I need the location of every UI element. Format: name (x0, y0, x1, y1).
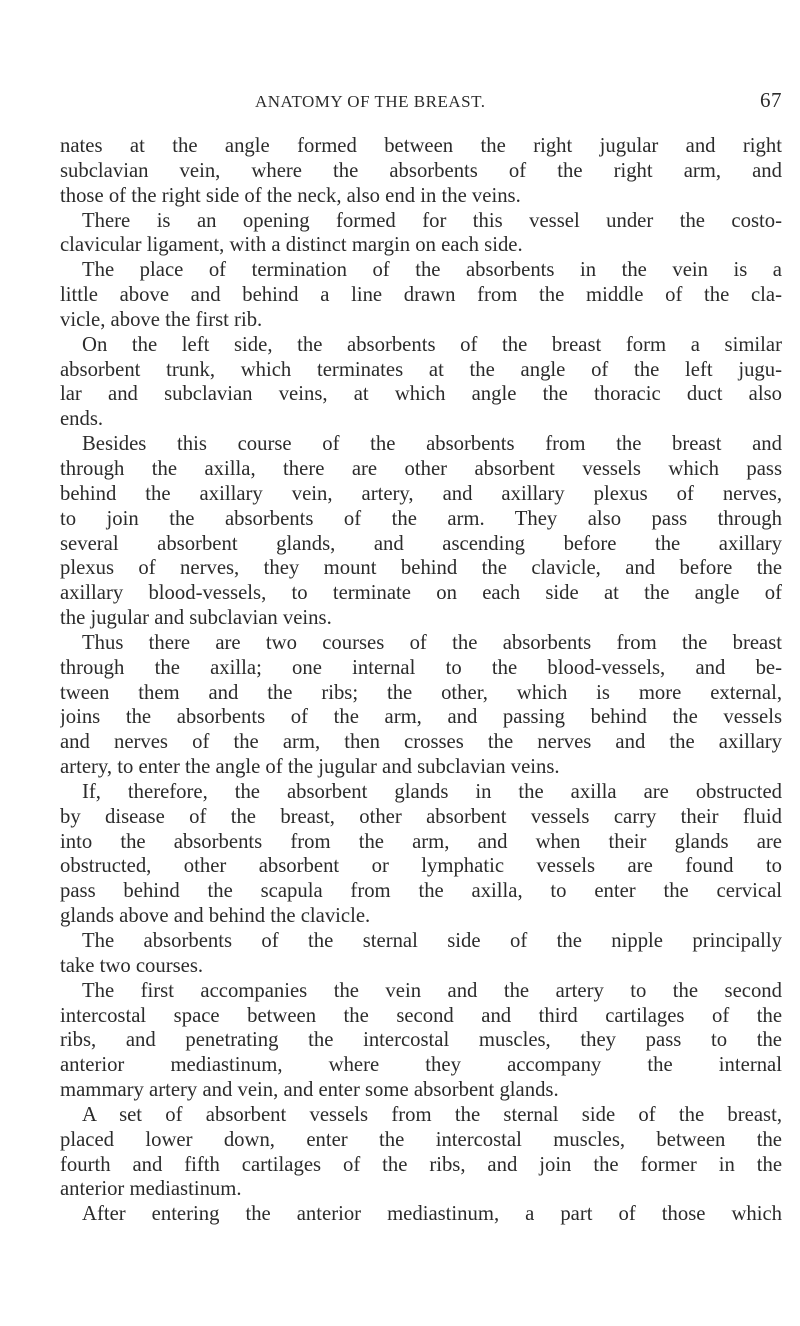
text-line: artery, to enter the angle of the jugular and subclavian veins. (60, 756, 560, 779)
text-line: glands above and behind the clavicle. (60, 905, 371, 928)
text-line: tween them and the ribs; the other, which is more external, (60, 681, 782, 704)
text-line: and nerves of the arm, then crosses the nerves and the axillary (60, 731, 782, 754)
text-line: behind the axillary vein, artery, and axillary plexus of nerves, (60, 482, 782, 505)
text-line: into the absorbents from the arm, and when their glands are (60, 830, 782, 853)
text-line: The absorbents of the sternal side of the nipple principally (82, 930, 782, 952)
running-title: ANATOMY OF THE BREAST. (255, 92, 486, 111)
text-line: the jugular and subclavian veins. (60, 607, 332, 630)
text-line: little above and behind a line drawn from the middle of the cla- (60, 284, 782, 307)
text-line: those of the right side of the neck, also end in the veins. (60, 184, 521, 207)
text-line: fourth and fifth cartilages of the ribs, and join the former in the (60, 1153, 782, 1176)
text-line: anterior mediastinum, where they accompany the internal (60, 1054, 782, 1077)
text-line: The first accompanies the vein and the artery to the second (82, 979, 782, 1002)
text-line: intercostal space between the second and third cartilages of the (60, 1004, 782, 1027)
text-line: mammary artery and vein, and enter some absorbent glands. (60, 1079, 559, 1102)
text-line: plexus of nerves, they mount behind the clavicle, and before the (60, 557, 782, 580)
text-line: axillary blood-vessels, to terminate on each side at the angle of (60, 582, 782, 605)
text-line: On the left side, the absorbents of the breast form a similar (82, 333, 782, 356)
text-line: through the axilla; one internal to the blood-vessels, and be- (60, 656, 782, 679)
text-line: several absorbent glands, and ascending before the axillary (60, 532, 782, 555)
running-head (60, 88, 782, 120)
text-line: clavicular ligament, with a distinct margin on each side. (60, 234, 523, 257)
text-line: After entering the anterior mediastinum, a part of those which (82, 1203, 782, 1226)
text-line: by disease of the breast, other absorbent vessels carry their fluid (60, 805, 782, 828)
text-line: obstructed, other absorbent or lymphatic vessels are found to (60, 855, 782, 878)
page-number: 67 (760, 88, 782, 112)
text-line: vicle, above the first rib. (60, 308, 263, 331)
text-line: Besides this course of the absorbents from the breast and (82, 433, 782, 456)
text-line: through the axilla, there are other absorbent vessels which pass (60, 457, 782, 480)
text-line: absorbent trunk, which terminates at the angle of the left jugu- (60, 358, 782, 381)
text-line: nates at the angle formed between the right jugular and right (60, 135, 782, 157)
text-line: ends. (60, 408, 104, 431)
text-line: ribs, and penetrating the intercostal muscles, they pass to the (60, 1029, 782, 1052)
text-line: anterior mediastinum. (60, 1178, 242, 1201)
text-line: A set of absorbent vessels from the sternal side of the breast, (82, 1103, 782, 1126)
text-line: take two courses. (60, 954, 204, 977)
book-page (60, 88, 782, 1227)
body-text (60, 134, 782, 1227)
text-line: to join the absorbents of the arm. They also pass through (60, 507, 782, 530)
text-line: The place of termination of the absorbents in the vein is a (82, 259, 782, 282)
text-line: Thus there are two courses of the absorbents from the breast (82, 631, 782, 654)
text-line: joins the absorbents of the arm, and passing behind the vessels (60, 706, 782, 729)
text-line: If, therefore, the absorbent glands in the axilla are obstructed (82, 780, 782, 803)
text-line: subclavian vein, where the absorbents of the right arm, and (60, 159, 782, 182)
text-line: placed lower down, enter the intercostal muscles, between the (60, 1128, 782, 1151)
text-line: lar and subclavian veins, at which angle the thoracic duct also (60, 383, 782, 406)
text-line: There is an opening formed for this vessel under the costo- (82, 209, 782, 232)
text-line: pass behind the scapula from the axilla, to enter the cervical (60, 880, 782, 903)
